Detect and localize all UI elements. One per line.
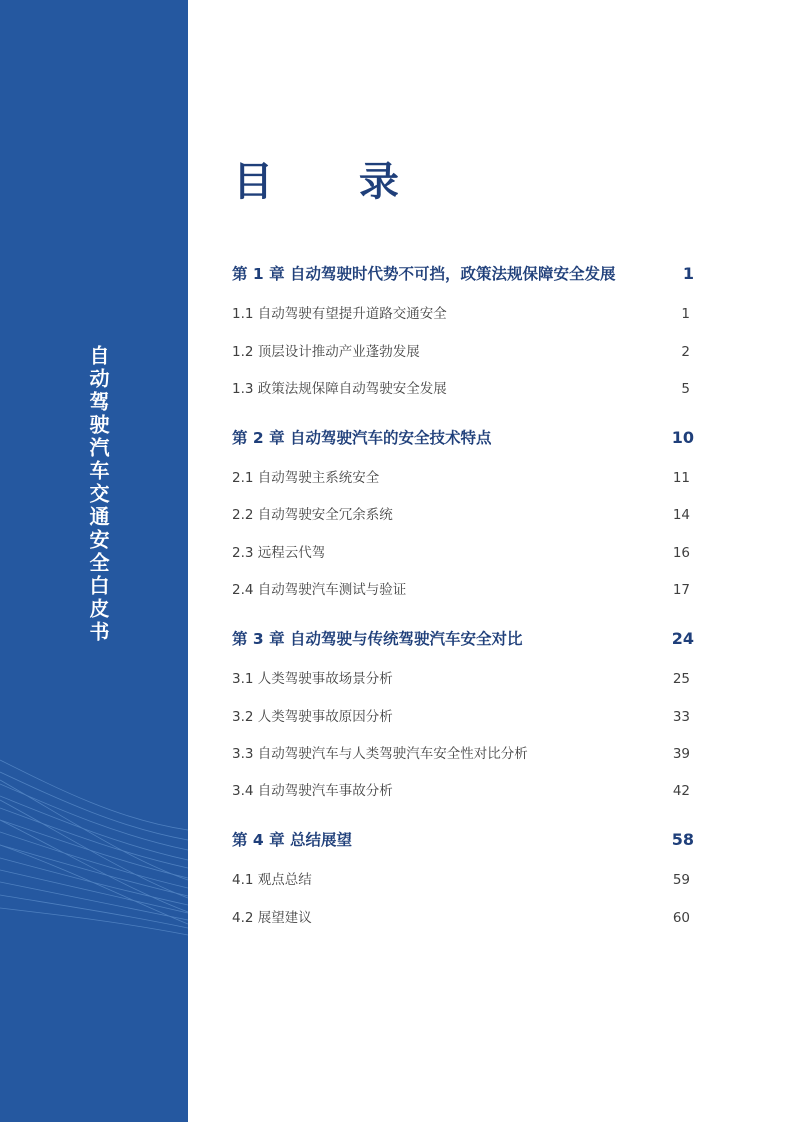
chapter-label: 第 4 章 总结展望: [232, 831, 352, 849]
toc-section-4-1[interactable]: [232, 868, 694, 888]
sidebar-band: [0, 0, 188, 1122]
section-label: 2.2 自动驾驶安全冗余系统: [232, 507, 393, 523]
section-page: 5: [681, 381, 690, 397]
toc-section-2-2[interactable]: [232, 503, 694, 523]
toc-chapter-2[interactable]: [232, 426, 694, 448]
section-label: 2.4 自动驾驶汽车测试与验证: [232, 582, 407, 598]
section-page: 11: [672, 470, 690, 486]
section-label: 3.1 人类驾驶事故场景分析: [232, 671, 393, 687]
section-page: 16: [672, 545, 690, 561]
section-page: 33: [672, 709, 690, 725]
toc-section-3-4[interactable]: [232, 779, 694, 799]
chapter-page: 10: [671, 428, 694, 447]
toc-section-3-2[interactable]: [232, 705, 694, 725]
chapter-page: 1: [682, 264, 694, 283]
section-label: 4.1 观点总结: [232, 872, 312, 888]
section-label: 2.3 远程云代驾: [232, 545, 326, 561]
toc-section-2-1[interactable]: [232, 466, 694, 486]
section-label: 1.2 顶层设计推动产业蓬勃发展: [232, 344, 420, 360]
toc-section-1-1[interactable]: [232, 302, 694, 322]
section-page: 17: [672, 582, 690, 598]
section-label: 3.4 自动驾驶汽车事故分析: [232, 783, 393, 799]
sidebar-vertical-title: 自动驾驶汽车交通安全白皮书: [86, 345, 110, 644]
section-label: 3.3 自动驾驶汽车与人类驾驶汽车安全性对比分析: [232, 746, 528, 762]
section-page: 1: [681, 306, 690, 322]
section-page: 60: [672, 910, 690, 926]
chapter-page: 58: [671, 830, 694, 849]
section-label: 4.2 展望建议: [232, 910, 312, 926]
toc-section-2-3[interactable]: [232, 541, 694, 561]
toc-section-1-3[interactable]: [232, 377, 694, 397]
section-page: 59: [672, 872, 690, 888]
section-label: 2.1 自动驾驶主系统安全: [232, 470, 380, 486]
toc-section-4-2[interactable]: [232, 906, 694, 926]
section-page: 39: [672, 746, 690, 762]
toc-section-3-1[interactable]: [232, 667, 694, 687]
section-page: 2: [681, 344, 690, 360]
section-label: 3.2 人类驾驶事故原因分析: [232, 709, 393, 725]
toc-section-3-3[interactable]: [232, 742, 694, 762]
page-title: 目 录: [233, 159, 435, 205]
section-page: 14: [672, 507, 690, 523]
toc-chapter-4[interactable]: [232, 828, 694, 850]
chapter-label: 第 1 章 自动驾驶时代势不可挡，政策法规保障安全发展: [232, 265, 616, 283]
chapter-label: 第 2 章 自动驾驶汽车的安全技术特点: [232, 429, 492, 447]
toc-section-1-2[interactable]: [232, 340, 694, 360]
toc-section-2-4[interactable]: [232, 578, 694, 598]
section-page: 42: [672, 783, 690, 799]
toc-chapter-3[interactable]: [232, 627, 694, 649]
chapter-label: 第 3 章 自动驾驶与传统驾驶汽车安全对比: [232, 630, 523, 648]
section-label: 1.3 政策法规保障自动驾驶安全发展: [232, 381, 447, 397]
section-label: 1.1 自动驾驶有望提升道路交通安全: [232, 306, 447, 322]
chapter-page: 24: [671, 629, 694, 648]
section-page: 25: [672, 671, 690, 687]
toc-chapter-1[interactable]: [232, 262, 694, 284]
